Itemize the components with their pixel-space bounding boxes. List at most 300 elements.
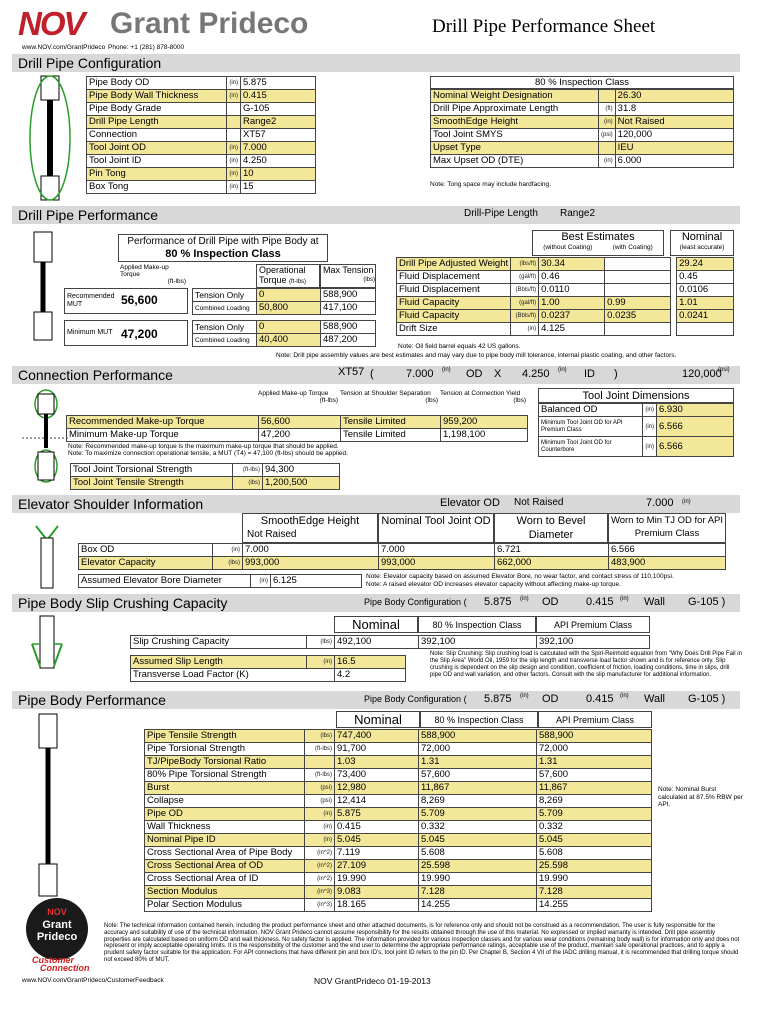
pb-label: Burst bbox=[145, 782, 305, 795]
elev-header-h1 bbox=[242, 513, 378, 543]
disclaimer: Note: The technical information contained herein, including the product performance sheet and other attached documents, is for reference only and should not be construed as a recommendation. The user is fully responsible for the accuracy and suitability of use of the technical information. NOV Grant Prideco cannot assume responsibility for the results obtained through the use of this material. No expressed or implied warranty is intended. Drill pipe assembly properties are calculated based on uniform OD and wall thickness. No safety factor is applied. The information provided for various inspection classes and for various wear conditions (remaining body wall) is for information only and does not represent or imply acceptable operating limits. It is the responsibility of the customer and the end user to determine the appropriate performance ratings, acceptable use of the product, maintain safe operational practices, and to apply a prudent safety factor suitable for the application. For API connections that have different pin and box ID's, tool joint ID refers to the pin ID. Per Chapter B, Section 4 VII of the IADC drilling manual, it is recommended that drilling torque should not exceed 80% of MUT. bbox=[104, 923, 740, 963]
min-mut-shoulder: Tensile Limited bbox=[341, 429, 441, 442]
config-row bbox=[87, 181, 316, 194]
load-case-label: Tension Only bbox=[193, 289, 257, 302]
config-label: Drill Pipe Length bbox=[87, 116, 227, 129]
perf-unit: (Bbls/ft) bbox=[511, 284, 539, 297]
pb-inspection: 5.709 bbox=[419, 808, 537, 821]
config-table bbox=[86, 76, 316, 194]
mut-table bbox=[66, 415, 528, 442]
pb-label: Nominal Pipe ID bbox=[145, 834, 305, 847]
best-estimates-header bbox=[532, 230, 664, 256]
slip-crush-v2: 392,100 bbox=[537, 636, 650, 649]
tjd-label: Minimum Tool Joint OD for Counterbore bbox=[539, 437, 643, 457]
load-case-label: Tension Only bbox=[193, 321, 257, 334]
mut-load-row bbox=[193, 334, 376, 347]
max-tension-header bbox=[320, 264, 376, 288]
pb-unit: (in) bbox=[305, 821, 335, 834]
elev-cap-v0: 993,000 bbox=[243, 557, 379, 570]
mut-load-row bbox=[193, 289, 376, 302]
slip-params-table bbox=[130, 655, 406, 682]
pb-label: Section Modulus bbox=[145, 886, 305, 899]
pb-nominal: 73,400 bbox=[335, 769, 419, 782]
tensile-value: 1,200,500 bbox=[263, 477, 340, 490]
pb-inspection: 14.255 bbox=[419, 899, 537, 912]
torsional-value: 94,300 bbox=[263, 464, 340, 477]
pb-unit bbox=[305, 756, 335, 769]
min-mut-row bbox=[67, 429, 528, 442]
slip-length-unit: (in) bbox=[307, 656, 335, 669]
perf-with-coating: 0.0235 bbox=[605, 310, 671, 323]
conn-header-shoulder bbox=[340, 390, 438, 404]
perf-with-coating bbox=[605, 271, 671, 284]
length-label: Drill-Pipe Length bbox=[464, 208, 538, 219]
perf-label: Drift Size bbox=[397, 323, 511, 336]
pb-inspection: 7.128 bbox=[419, 886, 537, 899]
smoothedge-label: SmoothEdge Height bbox=[260, 515, 360, 527]
config-unit bbox=[227, 116, 241, 129]
min-mut-box bbox=[64, 320, 188, 346]
pb-api: 57,600 bbox=[537, 769, 652, 782]
tjd-row bbox=[539, 437, 734, 457]
pb-api: 25.598 bbox=[537, 860, 652, 873]
config-label: Connection bbox=[87, 129, 227, 142]
perf-unit: (Bbls/ft) bbox=[511, 310, 539, 323]
pb-api: 14.255 bbox=[537, 899, 652, 912]
pb-unit: (lbs) bbox=[305, 730, 335, 743]
section-performance: Drill Pipe Performance bbox=[12, 206, 740, 224]
elev-header-h4: Worn to Min TJ OD for API Premium Class bbox=[608, 513, 726, 543]
config-right-value: Not Raised bbox=[615, 116, 733, 129]
conn-id-unit: (in) bbox=[558, 367, 567, 373]
rec-mut-table bbox=[192, 288, 376, 315]
pipebody-row bbox=[145, 834, 652, 847]
applied-mut-header bbox=[120, 264, 186, 285]
pb-inspection: 19.990 bbox=[419, 873, 537, 886]
slip-length-value: 16.5 bbox=[335, 656, 406, 669]
bore-unit: (in) bbox=[251, 575, 271, 588]
perf-nominal: 0.45 bbox=[677, 271, 734, 284]
section-pipebody: Pipe Body Performance bbox=[12, 691, 740, 709]
pb-label: Pipe Tensile Strength bbox=[145, 730, 305, 743]
perf-unit: (gal/ft) bbox=[511, 297, 539, 310]
mut-load-row bbox=[193, 321, 376, 334]
conn-applied-label: Applied Make-up Torque bbox=[258, 390, 329, 397]
pb-grade: G-105 ) bbox=[688, 693, 726, 705]
brand-phone: Phone: +1 (281) 878-8000 bbox=[108, 44, 185, 51]
config-value: 15 bbox=[241, 181, 316, 194]
pb-nominal: 1.03 bbox=[335, 756, 419, 769]
config-right-unit bbox=[599, 90, 616, 103]
pipebody-row bbox=[145, 808, 652, 821]
mut-load-row bbox=[193, 302, 376, 315]
pb-nominal: 27.109 bbox=[335, 860, 419, 873]
perf-label: Fluid Displacement bbox=[397, 284, 511, 297]
conn-smys: 120,000 bbox=[682, 368, 722, 380]
logo-grant: Grant bbox=[42, 919, 72, 931]
config-right-label: Upset Type bbox=[431, 142, 599, 155]
tensile-label: Tool Joint Tensile Strength bbox=[71, 477, 233, 490]
pipebody-row bbox=[145, 860, 652, 873]
config-label: Tool Joint OD bbox=[87, 142, 227, 155]
pb-label: 80% Pipe Torsional Strength bbox=[145, 769, 305, 782]
box-od-v0: 7.000 bbox=[243, 544, 379, 557]
perf-with-coating: 0.99 bbox=[605, 297, 671, 310]
length-value: Range2 bbox=[560, 208, 596, 219]
torsional-unit: (ft-lbs) bbox=[233, 464, 263, 477]
conn-name: XT57 bbox=[338, 366, 365, 378]
slip-factor-value: 4.2 bbox=[335, 669, 406, 682]
pb-inspection: 72,000 bbox=[419, 743, 537, 756]
section-connection: Connection Performance bbox=[12, 366, 740, 384]
slip-icon bbox=[30, 614, 64, 670]
slip-factor-row bbox=[131, 669, 406, 682]
slip-crush-row bbox=[131, 636, 650, 649]
pb-unit: (in^2) bbox=[305, 847, 335, 860]
config-right-value: IEU bbox=[615, 142, 733, 155]
pb-api: 7.128 bbox=[537, 886, 652, 899]
config-unit: (in) bbox=[227, 77, 241, 90]
mut-note-1: Note: Recommended make-up torque is the maximum make-up torque that should be applied. bbox=[68, 443, 339, 450]
tjd-table bbox=[538, 403, 734, 457]
config-value: Range2 bbox=[241, 116, 316, 129]
least-accurate-label: (least accurate) bbox=[679, 244, 725, 251]
slip-od-label: OD bbox=[542, 596, 559, 608]
pb-wall-label: Wall bbox=[644, 693, 665, 705]
pb-inspection: 57,600 bbox=[419, 769, 537, 782]
config-right-unit: (ft) bbox=[599, 103, 616, 116]
pipebody-row bbox=[145, 873, 652, 886]
box-od-row bbox=[79, 544, 726, 557]
conn-shoulder-label: Tension at Shoulder Separation bbox=[340, 390, 431, 397]
feedback-link[interactable]: www.NOV.com/GrantPrideco/CustomerFeedback bbox=[22, 977, 164, 984]
load-case-label: Combined Loading bbox=[193, 334, 257, 347]
perf-row bbox=[397, 297, 734, 310]
grant-prideco-logo-text: Grant Prideco bbox=[110, 7, 309, 40]
bore-row bbox=[79, 575, 362, 588]
pb-unit: (psi) bbox=[305, 782, 335, 795]
max-tension-label: Max Tension bbox=[323, 265, 374, 275]
pipebody-row bbox=[145, 769, 652, 782]
pb-unit: (ft-lbs) bbox=[305, 769, 335, 782]
pb-label: TJ/PipeBody Torsional Ratio bbox=[145, 756, 305, 769]
tjd-row bbox=[539, 404, 734, 417]
conn-x: X bbox=[494, 368, 502, 380]
rec-mut-yield: 959,200 bbox=[441, 416, 528, 429]
pb-inspection: 5.045 bbox=[419, 834, 537, 847]
slip-od: 5.875 bbox=[484, 596, 512, 608]
config-unit bbox=[227, 103, 241, 116]
perf-box-title-line1: Performance of Drill Pipe with Pipe Body at bbox=[127, 236, 319, 247]
pb-unit: (in^2) bbox=[305, 860, 335, 873]
tong-note: Note: Tong space may include hardfacing. bbox=[430, 181, 551, 188]
pb-od-label: OD bbox=[542, 693, 559, 705]
min-mut-torque: 47,200 bbox=[259, 429, 341, 442]
perf-without-coating: 4.125 bbox=[539, 323, 605, 336]
perf-unit: (lbs/ft) bbox=[511, 258, 539, 271]
pb-api: 5.709 bbox=[537, 808, 652, 821]
rec-mut-label: Recommended Make-up Torque bbox=[67, 416, 259, 429]
tjd-label: Minimum Tool Joint OD for API Premium Class bbox=[539, 417, 643, 437]
slip-crush-unit: (lbs) bbox=[307, 636, 335, 649]
slip-wall: 0.415 bbox=[586, 596, 614, 608]
config-unit: (in) bbox=[227, 142, 241, 155]
elevator-raised: Not Raised bbox=[514, 497, 564, 508]
config-row bbox=[87, 90, 316, 103]
slip-wall-unit: (in) bbox=[620, 596, 629, 602]
rec-mut-value: 56,600 bbox=[121, 293, 158, 307]
slip-note: Note: Slip Crushing: Slip crushing load is calculated with the Spiri-Reinhold equation from "Why Does Drill Pipe Fail in the Slip Area" World Oil, 1959 for the slip length and transverse load factor shown and is for reference only. Slip crushing is dependent on the slip design and condition, coefficient of friction, loading conditions, time in slips, drill pipe OD and wall variation, and other factors. Consult with the slip manufacturer for additional information. bbox=[430, 651, 742, 678]
config-right-label: Max Upset OD (DTE) bbox=[431, 155, 599, 168]
pb-od-unit: (in) bbox=[520, 693, 529, 699]
config-row bbox=[87, 142, 316, 155]
box-od-unit: (in) bbox=[213, 544, 243, 557]
min-mut-table bbox=[192, 320, 376, 347]
nominal-title: Nominal bbox=[681, 231, 723, 243]
pb-inspection: 5.608 bbox=[419, 847, 537, 860]
perf-label: Fluid Capacity bbox=[397, 310, 511, 323]
pb-nominal: 19.990 bbox=[335, 873, 419, 886]
config-row bbox=[87, 103, 316, 116]
perf-unit: (in) bbox=[511, 323, 539, 336]
pb-unit: (in) bbox=[305, 834, 335, 847]
elev-cap-v3: 483,900 bbox=[609, 557, 726, 570]
slip-grade: G-105 ) bbox=[688, 596, 726, 608]
slip-wall-label: Wall bbox=[644, 596, 665, 608]
elev-cap-row bbox=[79, 557, 726, 570]
config-right-label: SmoothEdge Height bbox=[431, 116, 599, 129]
min-mut-yield: 1,198,100 bbox=[441, 429, 528, 442]
pb-inspection: 8,269 bbox=[419, 795, 537, 808]
slip-api-header: API Premium Class bbox=[536, 616, 650, 633]
bore-label: Assumed Elevator Bore Diameter bbox=[79, 575, 251, 588]
elev-header-h3: Worn to Bevel Diameter bbox=[494, 513, 608, 543]
config-right-value: 6.000 bbox=[615, 155, 733, 168]
pb-unit: (in^2) bbox=[305, 873, 335, 886]
perf-row bbox=[397, 258, 734, 271]
min-mut-value: 47,200 bbox=[121, 327, 158, 341]
tool-joint-icon bbox=[22, 386, 72, 488]
min-mut-label: Minimum MUT bbox=[67, 329, 113, 336]
conn-yield-unit: (lbs) bbox=[513, 397, 526, 404]
config-right-row bbox=[431, 129, 734, 142]
box-od-v3: 6.566 bbox=[609, 544, 726, 557]
tjd-value: 6.566 bbox=[657, 437, 734, 457]
oil-barrel-note: Note: Oil field barrel equals 42 US gallons. bbox=[398, 343, 521, 350]
perf-without-coating: 0.0237 bbox=[539, 310, 605, 323]
perf-nominal: 0.0241 bbox=[677, 310, 734, 323]
torsional-row bbox=[71, 464, 340, 477]
pb-label: Cross Sectional Area of ID bbox=[145, 873, 305, 886]
conn-id-label: ID bbox=[584, 368, 595, 380]
with-coating-label: (with Coating) bbox=[612, 244, 653, 251]
config-value: 7.000 bbox=[241, 142, 316, 155]
tjd-label: Balanced OD bbox=[539, 404, 643, 417]
max-tension-unit: (lbs) bbox=[363, 277, 375, 283]
pipebody-row bbox=[145, 730, 652, 743]
perf-nominal bbox=[677, 323, 734, 336]
pb-nominal: 9.083 bbox=[335, 886, 419, 899]
pipebody-row bbox=[145, 782, 652, 795]
logo-customer: Customer bbox=[32, 955, 75, 965]
pb-inspection: 588,900 bbox=[419, 730, 537, 743]
config-unit bbox=[227, 129, 241, 142]
conn-paren-open: ( bbox=[370, 368, 374, 380]
drill-pipe-diagram bbox=[28, 74, 72, 202]
section-elevator: Elevator Shoulder Information bbox=[12, 495, 740, 513]
config-right-unit: (in) bbox=[599, 116, 616, 129]
config-unit: (in) bbox=[227, 90, 241, 103]
op-torque-value: 50,800 bbox=[257, 302, 321, 315]
brand-logo bbox=[18, 6, 358, 42]
tjd-row bbox=[539, 417, 734, 437]
slip-length-label: Assumed Slip Length bbox=[131, 656, 307, 669]
pb-od: 5.875 bbox=[484, 693, 512, 705]
brand-url[interactable]: www.NOV.com/GrantPrideco bbox=[22, 44, 106, 51]
tensile-unit: (lbs) bbox=[233, 477, 263, 490]
config-value: 10 bbox=[241, 168, 316, 181]
pb-inspection: 11,867 bbox=[419, 782, 537, 795]
conn-yield-label: Tension at Connection Yield bbox=[440, 390, 521, 397]
perf-label: Drill Pipe Adjusted Weight bbox=[397, 258, 511, 271]
config-row bbox=[87, 129, 316, 142]
perf-with-coating bbox=[605, 284, 671, 297]
pb-nominal: 0.415 bbox=[335, 821, 419, 834]
pb-wall: 0.415 bbox=[586, 693, 614, 705]
torsional-label: Tool Joint Torsional Strength bbox=[71, 464, 233, 477]
conn-paren-close: ) bbox=[614, 368, 618, 380]
pb-label: Polar Section Modulus bbox=[145, 899, 305, 912]
config-row bbox=[87, 168, 316, 181]
section-config: Drill Pipe Configuration bbox=[12, 54, 740, 72]
conn-applied-unit: (ft-lbs) bbox=[319, 397, 338, 404]
config-right-row bbox=[431, 90, 734, 103]
conn-od-label: OD bbox=[466, 368, 483, 380]
slip-config-label: Pipe Body Configuration ( bbox=[364, 597, 467, 607]
config-right-value: 26.30 bbox=[615, 90, 733, 103]
max-tension-value: 487,200 bbox=[321, 334, 376, 347]
config-right-label: Nominal Weight Designation bbox=[431, 90, 599, 103]
rec-mut-label: Recommended MUT bbox=[67, 293, 115, 308]
perf-row bbox=[397, 310, 734, 323]
config-right-unit bbox=[599, 142, 616, 155]
drill-pipe-icon-perf bbox=[30, 230, 56, 342]
pb-unit: (psi) bbox=[305, 795, 335, 808]
logo-circle bbox=[26, 898, 88, 960]
conn-shoulder-unit: (lbs) bbox=[425, 397, 438, 404]
perf-without-coating: 0.0110 bbox=[539, 284, 605, 297]
elev-header-h2: Nominal Tool Joint OD bbox=[378, 513, 494, 543]
slip-crush-table bbox=[130, 635, 650, 649]
pb-insp-header: 80 % Inspection Class bbox=[420, 711, 538, 728]
op-torque-value: 0 bbox=[257, 289, 321, 302]
pb-nominal-header: Nominal bbox=[336, 711, 420, 728]
perf-unit: (gal/ft) bbox=[511, 271, 539, 284]
pipebody-row bbox=[145, 886, 652, 899]
perf-with-coating bbox=[605, 323, 671, 336]
assembly-note: Note: Drill pipe assembly values are best estimates and may vary due to pipe body mill tolerance, internal plastic coating, and other factors. bbox=[276, 352, 677, 359]
perf-nominal: 0.0106 bbox=[677, 284, 734, 297]
config-value: G-105 bbox=[241, 103, 316, 116]
pb-api: 11,867 bbox=[537, 782, 652, 795]
config-value: 5.875 bbox=[241, 77, 316, 90]
perf-estimates-table bbox=[396, 257, 734, 336]
pb-api: 5.608 bbox=[537, 847, 652, 860]
pipebody-row bbox=[145, 743, 652, 756]
slip-crush-v0: 492,100 bbox=[335, 636, 419, 649]
perf-row bbox=[397, 323, 734, 336]
config-label: Pipe Body Wall Thickness bbox=[87, 90, 227, 103]
rec-mut-box bbox=[64, 288, 188, 314]
tjd-unit: (in) bbox=[643, 417, 657, 437]
pb-nominal: 12,414 bbox=[335, 795, 419, 808]
applied-mut-label: Applied Make-up Torque bbox=[120, 264, 169, 278]
config-right-row bbox=[431, 142, 734, 155]
op-torque-value: 0 bbox=[257, 321, 321, 334]
config-unit: (in) bbox=[227, 168, 241, 181]
conn-smys-unit: (psi) bbox=[718, 367, 730, 373]
perf-label: Fluid Capacity bbox=[397, 297, 511, 310]
config-label: Tool Joint ID bbox=[87, 155, 227, 168]
pb-label: Cross Sectional Area of Pipe Body bbox=[145, 847, 305, 860]
pb-config-label: Pipe Body Configuration ( bbox=[364, 694, 467, 704]
logo-prideco: Prideco bbox=[36, 931, 78, 943]
pb-nominal: 7.119 bbox=[335, 847, 419, 860]
pipebody-row bbox=[145, 795, 652, 808]
slip-insp-header: 80 % Inspection Class bbox=[418, 616, 536, 633]
elevator-od-unit: (in) bbox=[682, 499, 691, 505]
applied-mut-unit: (ft-lbs) bbox=[167, 278, 186, 285]
perf-without-coating: 0.46 bbox=[539, 271, 605, 284]
slip-factor-label: Transverse Load Factor (K) bbox=[131, 669, 335, 682]
elevator-od-value: 7.000 bbox=[646, 497, 674, 509]
pb-api: 8,269 bbox=[537, 795, 652, 808]
op-torque-unit: (ft-lbs) bbox=[289, 279, 307, 285]
pb-unit: (ft-lbs) bbox=[305, 743, 335, 756]
config-right-row bbox=[431, 116, 734, 129]
pb-wall-unit: (in) bbox=[620, 693, 629, 699]
box-od-v1: 7.000 bbox=[379, 544, 495, 557]
pb-unit: (in) bbox=[305, 808, 335, 821]
perf-without-coating: 30.34 bbox=[539, 258, 605, 271]
config-label: Pipe Body OD bbox=[87, 77, 227, 90]
pb-nominal: 18.165 bbox=[335, 899, 419, 912]
perf-row bbox=[397, 271, 734, 284]
without-coating-label: (without Coating) bbox=[543, 244, 593, 251]
config-row bbox=[87, 155, 316, 168]
pb-label: Cross Sectional Area of OD bbox=[145, 860, 305, 873]
config-right-unit: (in) bbox=[599, 155, 616, 168]
config-label: Box Tong bbox=[87, 181, 227, 194]
perf-nominal: 1.01 bbox=[677, 297, 734, 310]
logo-nov: NOV bbox=[47, 907, 67, 917]
elev-note-1: Note: Elevator capacity based on assumed Elevator Bore, no wear factor, and contact stress of 110,100psi. bbox=[366, 573, 674, 580]
elevator-table bbox=[78, 543, 726, 570]
elev-cap-unit: (lbs) bbox=[213, 557, 243, 570]
pipebody-row bbox=[145, 756, 652, 769]
mut-note-2: Note: To maximize connection operational tensile, a MUT (T4) = 47,100 (ft-lbs) should be applied. bbox=[68, 450, 348, 457]
config-unit: (in) bbox=[227, 181, 241, 194]
elevator-icon bbox=[32, 520, 62, 590]
tjd-title: Tool Joint Dimensions bbox=[538, 388, 734, 403]
op-torque-header bbox=[256, 264, 320, 288]
config-right-unit: (psi) bbox=[599, 129, 616, 142]
min-mut-label: Minimum Make-up Torque bbox=[67, 429, 259, 442]
elevator-bore-table bbox=[78, 574, 362, 588]
tj-strength-table bbox=[70, 463, 340, 490]
rec-mut-row bbox=[67, 416, 528, 429]
perf-with-coating bbox=[605, 258, 671, 271]
